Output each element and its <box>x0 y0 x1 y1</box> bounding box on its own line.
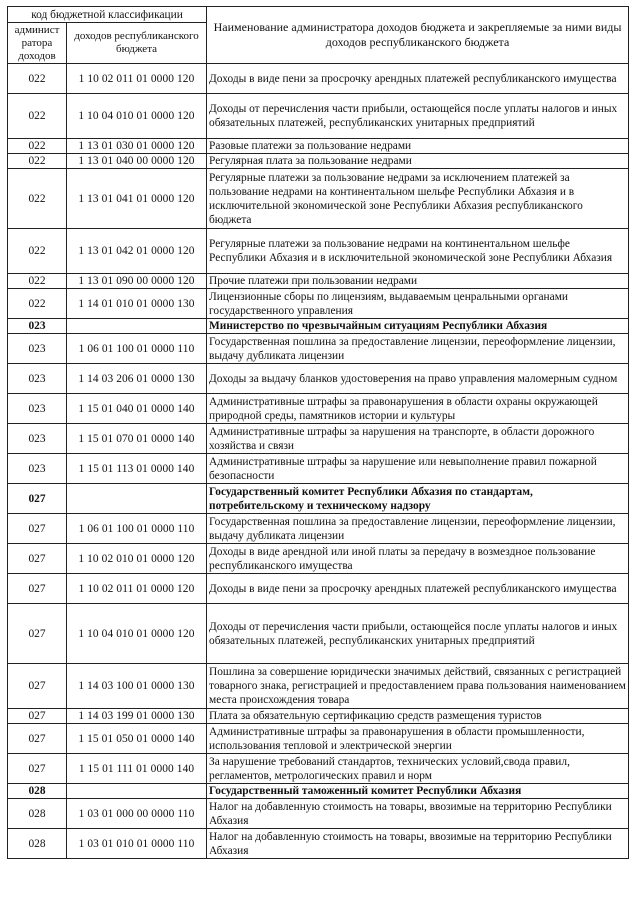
revenue-code-cell: 1 15 01 040 01 0000 140 <box>67 394 207 424</box>
revenue-name-cell: Налог на добавленную стоимость на товары, ввозимые на территорию Республики Абхазия <box>207 799 629 829</box>
revenue-code-cell: 1 13 01 030 01 0000 120 <box>67 139 207 154</box>
table-row <box>8 724 629 754</box>
table-row <box>8 574 629 604</box>
revenue-name-cell: Прочие платежи при пользовании недрами <box>207 274 629 289</box>
table-row <box>8 154 629 169</box>
admin-code-cell: 027 <box>8 724 67 754</box>
revenue-name-cell: Государственный таможенный комитет Республики Абхазия <box>207 784 629 799</box>
revenue-name-cell: Регулярные платежи за пользование недрами за исключением платежей за пользование недрами на континентальном шельфе Республики Абхазия и в исключительной экономической зоне Республики Абхазия республиканского бюджета <box>207 169 629 229</box>
admin-code-cell: 022 <box>8 94 67 139</box>
revenue-code-cell: 1 15 01 113 01 0000 140 <box>67 454 207 484</box>
revenue-name-cell: За нарушение требований стандартов, технических условий,свода правил, регламентов, метрологических правил и норм <box>207 754 629 784</box>
revenue-name-cell: Доходы за выдачу бланков удостоверения на право управления маломерным судном <box>207 364 629 394</box>
table-header <box>8 7 629 64</box>
admin-code-cell: 022 <box>8 139 67 154</box>
table-row <box>8 94 629 139</box>
table-row <box>8 139 629 154</box>
budget-classification-table <box>7 6 629 859</box>
table-row <box>8 709 629 724</box>
revenue-name-cell: Административные штрафы за правонарушения в области охраны окружающей природной среды, памятников истории и культуры <box>207 394 629 424</box>
admin-code-cell: 022 <box>8 64 67 94</box>
admin-code-cell: 023 <box>8 454 67 484</box>
table-row <box>8 364 629 394</box>
revenue-code-cell: 1 06 01 100 01 0000 110 <box>67 334 207 364</box>
section-row <box>8 784 629 799</box>
revenue-name-cell: Регулярные платежи за пользование недрами на континентальном шельфе Республики Абхазия и в исключительной экономической зоне Республики Абхазия <box>207 229 629 274</box>
table-row <box>8 394 629 424</box>
revenue-name-cell: Доходы в виде пени за просрочку арендных платежей республиканского имущества <box>207 574 629 604</box>
admin-column-header: админист ратора доходов <box>8 23 67 64</box>
revenue-name-cell: Пошлина за совершение юридически значимых действий, связанных с регистрацией товарного знака, регистрацией и предоставлением права пользования наименованием места происхождения товара <box>207 664 629 709</box>
revenue-code-cell: 1 03 01 010 01 0000 110 <box>67 829 207 859</box>
revenue-code-cell: 1 13 01 042 01 0000 120 <box>67 229 207 274</box>
revenue-code-cell: 1 06 01 100 01 0000 110 <box>67 514 207 544</box>
revenue-code-cell: 1 10 02 010 01 0000 120 <box>67 544 207 574</box>
revenue-name-cell: Разовые платежи за пользование недрами <box>207 139 629 154</box>
admin-code-cell: 023 <box>8 394 67 424</box>
table-row <box>8 424 629 454</box>
admin-code-cell: 023 <box>8 319 67 334</box>
revenue-code-cell: 1 14 01 010 01 0000 130 <box>67 289 207 319</box>
revenue-name-cell: Регулярная плата за пользование недрами <box>207 154 629 169</box>
revenue-code-cell <box>67 784 207 799</box>
admin-code-cell: 027 <box>8 484 67 514</box>
admin-code-cell: 023 <box>8 424 67 454</box>
table-row <box>8 754 629 784</box>
revenue-column-header: доходов республиканского бюджета <box>67 23 207 64</box>
table-row <box>8 829 629 859</box>
table-row <box>8 604 629 664</box>
table-row <box>8 544 629 574</box>
admin-code-cell: 028 <box>8 829 67 859</box>
revenue-name-cell: Административные штрафы за правонарушения в области промышленности, использования тепловой и электрической энергии <box>207 724 629 754</box>
table-row <box>8 274 629 289</box>
revenue-name-cell: Доходы в виде пени за просрочку арендных платежей республиканского имущества <box>207 64 629 94</box>
revenue-code-cell: 1 03 01 000 00 0000 110 <box>67 799 207 829</box>
table-row <box>8 664 629 709</box>
table-row <box>8 454 629 484</box>
revenue-code-cell: 1 10 02 011 01 0000 120 <box>67 64 207 94</box>
table-body <box>8 64 629 859</box>
revenue-code-cell: 1 10 04 010 01 0000 120 <box>67 604 207 664</box>
section-row <box>8 319 629 334</box>
revenue-name-cell: Доходы в виде арендной или иной платы за передачу в возмездное пользование республиканского имущества <box>207 544 629 574</box>
table-row <box>8 289 629 319</box>
admin-code-cell: 027 <box>8 664 67 709</box>
table-row <box>8 514 629 544</box>
revenue-name-cell: Административные штрафы за нарушение или невыполнение правил пожарной безопасности <box>207 454 629 484</box>
admin-code-cell: 022 <box>8 169 67 229</box>
revenue-code-cell: 1 13 01 041 01 0000 120 <box>67 169 207 229</box>
admin-code-cell: 027 <box>8 754 67 784</box>
revenue-code-cell: 1 13 01 040 00 0000 120 <box>67 154 207 169</box>
revenue-code-cell: 1 15 01 050 01 0000 140 <box>67 724 207 754</box>
admin-code-cell: 028 <box>8 799 67 829</box>
table-row <box>8 334 629 364</box>
revenue-code-cell: 1 13 01 090 00 0000 120 <box>67 274 207 289</box>
revenue-name-cell: Лицензионные сборы по лицензиям, выдаваемым ценральными органами государственного управления <box>207 289 629 319</box>
revenue-name-cell: Государственная пошлина за предоставление лицензии, переоформление лицензии, выдачу дубликата лицензии <box>207 334 629 364</box>
revenue-code-cell: 1 14 03 199 01 0000 130 <box>67 709 207 724</box>
revenue-code-cell <box>67 319 207 334</box>
section-row <box>8 484 629 514</box>
code-group-header: код бюджетной классификации <box>8 7 207 23</box>
table-row <box>8 799 629 829</box>
table-row <box>8 229 629 274</box>
revenue-name-cell: Административные штрафы за нарушения на транспорте, в области дорожного хозяйства и связи <box>207 424 629 454</box>
revenue-name-cell: Плата за обязательную сертификацию средств размещения туристов <box>207 709 629 724</box>
admin-code-cell: 023 <box>8 364 67 394</box>
revenue-name-cell: Государственный комитет Республики Абхазия по стандартам, потребительскому и техническому надзору <box>207 484 629 514</box>
admin-code-cell: 027 <box>8 544 67 574</box>
admin-code-cell: 022 <box>8 274 67 289</box>
revenue-name-cell: Государственная пошлина за предоставление лицензии, переоформление лицензии, выдачу дубликата лицензии <box>207 514 629 544</box>
admin-code-cell: 022 <box>8 229 67 274</box>
admin-code-cell: 022 <box>8 289 67 319</box>
revenue-name-cell: Министерство по чрезвычайным ситуациям Республики Абхазия <box>207 319 629 334</box>
admin-code-cell: 027 <box>8 514 67 544</box>
admin-code-cell: 023 <box>8 334 67 364</box>
admin-code-cell: 027 <box>8 574 67 604</box>
revenue-name-cell: Доходы от перечисления части прибыли, остающейся после уплаты налогов и иных обязательных платежей, республиканских унитарных предприятий <box>207 94 629 139</box>
revenue-name-cell: Налог на добавленную стоимость на товары, ввозимые на территорию Республики Абхазия <box>207 829 629 859</box>
admin-code-cell: 027 <box>8 709 67 724</box>
name-column-header: Наименование администратора доходов бюджета и закрепляемые за ними виды доходов республиканского бюджета <box>207 7 629 64</box>
revenue-code-cell: 1 15 01 070 01 0000 140 <box>67 424 207 454</box>
revenue-code-cell <box>67 484 207 514</box>
admin-code-cell: 028 <box>8 784 67 799</box>
revenue-code-cell: 1 10 02 011 01 0000 120 <box>67 574 207 604</box>
revenue-code-cell: 1 14 03 206 01 0000 130 <box>67 364 207 394</box>
admin-code-cell: 022 <box>8 154 67 169</box>
revenue-name-cell: Доходы от перечисления части прибыли, остающейся после уплаты налогов и иных обязательных платежей, республиканских унитарных предприятий <box>207 604 629 664</box>
table-row <box>8 169 629 229</box>
revenue-code-cell: 1 14 03 100 01 0000 130 <box>67 664 207 709</box>
admin-code-cell: 027 <box>8 604 67 664</box>
revenue-code-cell: 1 15 01 111 01 0000 140 <box>67 754 207 784</box>
revenue-code-cell: 1 10 04 010 01 0000 120 <box>67 94 207 139</box>
table-row <box>8 64 629 94</box>
